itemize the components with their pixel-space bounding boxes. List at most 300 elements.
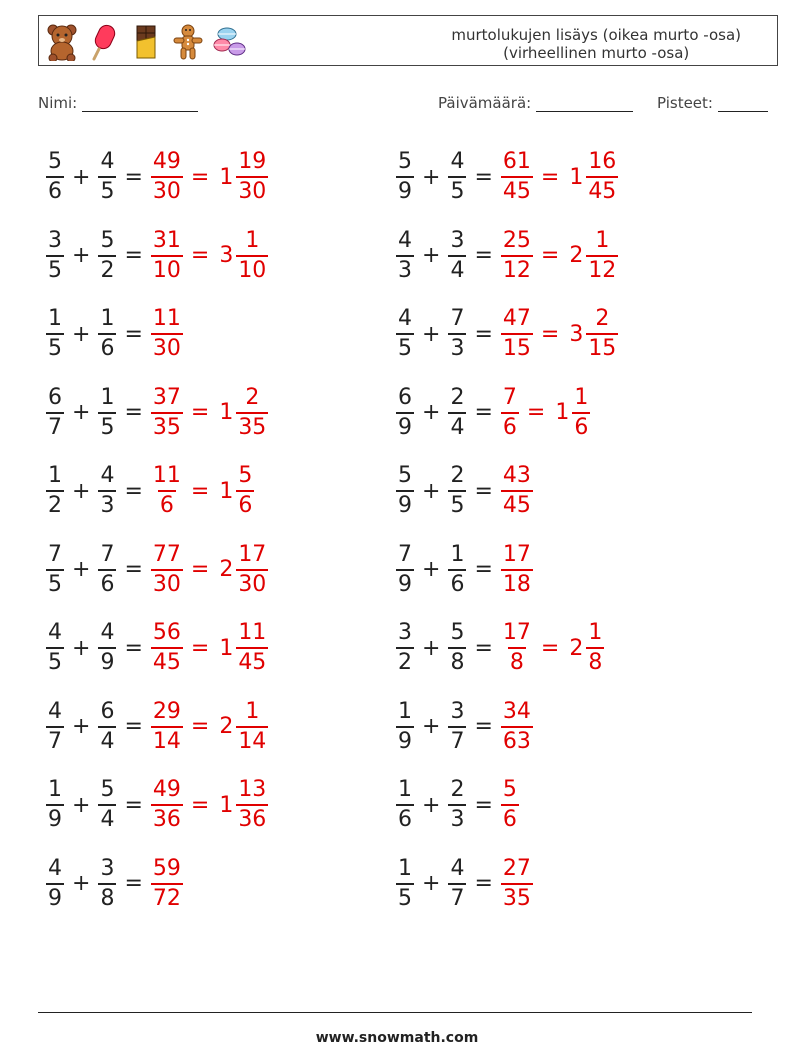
mixed-whole: 2 [569, 635, 584, 661]
plus-sign: + [422, 635, 441, 661]
gingerbread-man-icon [171, 23, 205, 61]
addend-1-denominator: 2 [396, 647, 414, 674]
answer-fraction-numerator: 49 [152, 777, 181, 802]
answer-fraction [501, 779, 519, 831]
mixed-whole: 1 [219, 400, 234, 425]
answer-fraction-denominator: 63 [501, 726, 533, 753]
answer-equals-sign: = [540, 243, 560, 268]
equals-sign: = [474, 557, 493, 582]
problem-left-7 [44, 613, 270, 683]
addend-1-denominator: 9 [396, 490, 414, 517]
addend-1-denominator: 9 [396, 726, 414, 753]
equals-sign: = [124, 714, 143, 739]
plus-sign: + [422, 557, 441, 582]
addend-1-numerator: 1 [48, 306, 62, 331]
addend-2-numerator: 3 [450, 698, 465, 724]
addend-2-denominator: 9 [98, 647, 116, 674]
answer-fraction-numerator: 17 [502, 620, 531, 645]
mixed-fraction-numerator: 2 [595, 306, 610, 331]
addend-1-denominator: 5 [46, 333, 64, 360]
answer-fraction-denominator: 72 [151, 883, 183, 910]
answer-fraction [151, 698, 183, 754]
plus-sign: + [72, 635, 91, 661]
addend-1 [46, 622, 64, 674]
mixed-fraction-numerator: 17 [238, 541, 267, 567]
plus-sign: + [422, 871, 441, 896]
answer-equals-sign: = [190, 635, 210, 661]
addend-2-numerator: 4 [450, 855, 465, 881]
answer-fraction [501, 465, 533, 517]
problem-left-1 [44, 142, 270, 212]
addend-2-numerator: 4 [100, 149, 115, 174]
equals-sign: = [124, 164, 143, 190]
mixed-fraction-denominator: 6 [236, 490, 254, 517]
answer-fraction [501, 227, 533, 283]
addend-1 [396, 855, 414, 911]
addend-1 [396, 465, 414, 517]
addend-1-numerator: 3 [398, 620, 412, 645]
plus-sign: + [422, 243, 441, 268]
mixed-fraction [236, 541, 268, 597]
footer-url: www.snowmath.com [315, 1030, 479, 1046]
answer-fraction-denominator: 18 [501, 569, 533, 596]
problem-right-3 [394, 299, 620, 369]
addend-1 [46, 779, 64, 831]
addend-2-denominator: 6 [98, 333, 116, 360]
plus-sign: + [422, 400, 441, 425]
mixed-fraction-denominator: 6 [572, 412, 590, 439]
mixed-whole: 1 [219, 478, 234, 504]
mixed-fraction-denominator: 45 [236, 647, 268, 674]
equals-sign: = [474, 792, 493, 818]
answer-fraction-numerator: 56 [152, 620, 181, 645]
addend-2-numerator: 1 [100, 384, 115, 410]
mixed-whole: 3 [219, 243, 234, 268]
mixed-fraction-numerator: 2 [245, 384, 260, 410]
mixed-fraction-numerator: 1 [588, 620, 603, 645]
answer-equals-sign: = [190, 478, 210, 504]
addend-1-denominator: 9 [396, 412, 414, 439]
answer-fraction-numerator: 43 [502, 463, 531, 488]
title-line-2: (virheellinen murto -osa) [503, 44, 690, 62]
addend-2 [448, 227, 466, 283]
addend-2-denominator: 7 [448, 726, 466, 753]
addend-2-denominator: 2 [98, 255, 116, 282]
addend-1-numerator: 4 [48, 855, 62, 881]
addend-2-denominator: 4 [448, 255, 466, 282]
addend-2-numerator: 4 [450, 149, 465, 174]
answer-fraction-denominator: 35 [501, 883, 533, 910]
answer-fraction-denominator: 14 [151, 726, 183, 753]
plus-sign: + [72, 557, 91, 582]
problem-left-5 [44, 456, 256, 526]
answer-fraction-denominator: 6 [158, 490, 176, 517]
mixed-fraction [586, 622, 604, 674]
answer-fraction-numerator: 17 [502, 541, 531, 567]
plus-sign: + [72, 164, 91, 190]
equals-sign: = [124, 243, 143, 268]
mixed-fraction-numerator: 19 [238, 149, 267, 174]
equals-sign: = [474, 478, 493, 504]
addend-2 [448, 308, 466, 360]
addend-1-numerator: 4 [48, 698, 62, 724]
problem-right-9 [394, 770, 521, 840]
addend-2 [98, 541, 116, 597]
addend-2 [98, 779, 116, 831]
addend-2 [98, 308, 116, 360]
mixed-fraction [236, 227, 268, 283]
addend-2 [98, 227, 116, 283]
problem-left-6 [44, 535, 270, 605]
addend-1-numerator: 7 [398, 541, 412, 567]
answer-fraction-denominator: 30 [151, 176, 183, 203]
mixed-fraction-denominator: 14 [236, 726, 268, 753]
addend-1-numerator: 5 [48, 149, 62, 174]
addend-2 [448, 541, 466, 597]
mixed-fraction-denominator: 30 [236, 569, 268, 596]
name-label: Nimi: [38, 94, 78, 112]
answer-fraction-numerator: 5 [502, 777, 517, 802]
mixed-fraction [236, 384, 268, 440]
answer-fraction-numerator: 61 [502, 149, 531, 174]
mixed-fraction-denominator: 36 [236, 804, 268, 831]
addend-2 [98, 855, 116, 911]
mixed-whole: 2 [569, 243, 584, 268]
mixed-whole: 1 [219, 635, 234, 661]
addend-2 [98, 384, 116, 440]
answer-equals-sign: = [190, 714, 210, 739]
addend-2-numerator: 4 [100, 620, 115, 645]
addend-1 [46, 541, 64, 597]
addend-2-numerator: 4 [100, 463, 115, 488]
addend-1-denominator: 7 [46, 726, 64, 753]
answer-equals-sign: = [190, 164, 210, 190]
equals-sign: = [474, 714, 493, 739]
answer-fraction [501, 151, 533, 203]
addend-2-denominator: 4 [98, 804, 116, 831]
answer-fraction [501, 541, 533, 597]
problem-right-10 [394, 849, 535, 919]
addend-1 [396, 698, 414, 754]
addend-1-denominator: 5 [46, 569, 64, 596]
answer-fraction-denominator: 35 [151, 412, 183, 439]
addend-1 [396, 227, 414, 283]
mixed-fraction-denominator: 30 [236, 176, 268, 203]
addend-1-denominator: 6 [396, 804, 414, 831]
answer-equals-sign: = [540, 164, 560, 190]
mixed-fraction-numerator: 5 [238, 463, 253, 488]
addend-1-denominator: 5 [396, 883, 414, 910]
answer-fraction [151, 227, 183, 283]
addend-1 [46, 698, 64, 754]
answer-fraction-denominator: 15 [501, 333, 533, 360]
answer-fraction-numerator: 59 [152, 855, 181, 881]
mixed-fraction-numerator: 11 [238, 620, 267, 645]
addend-2-denominator: 3 [448, 333, 466, 360]
mixed-whole: 3 [569, 321, 584, 347]
name-blank[interactable] [82, 96, 198, 112]
addend-1-numerator: 4 [398, 227, 412, 253]
addend-1-denominator: 9 [396, 569, 414, 596]
score-blank[interactable] [718, 96, 768, 112]
icon-strip [45, 22, 247, 62]
problem-right-2 [394, 221, 620, 291]
chocolate-bar-icon [129, 23, 163, 61]
problem-right-4 [394, 378, 592, 448]
mixed-fraction-numerator: 1 [245, 227, 260, 253]
addend-2-numerator: 3 [100, 855, 115, 881]
mixed-fraction-denominator: 15 [586, 333, 618, 360]
addend-2-denominator: 6 [448, 569, 466, 596]
addend-1 [46, 308, 64, 360]
answer-fraction-numerator: 25 [502, 227, 531, 253]
addend-1 [46, 151, 64, 203]
answer-fraction [151, 855, 183, 911]
addend-1-denominator: 7 [46, 412, 64, 439]
addend-2-denominator: 3 [448, 804, 466, 831]
teddy-bear-icon [45, 23, 79, 61]
addend-2-numerator: 2 [450, 384, 465, 410]
answer-fraction-denominator: 6 [501, 412, 519, 439]
addend-1-denominator: 3 [396, 255, 414, 282]
title-line-1: murtolukujen lisäys (oikea murto -osa) [451, 26, 741, 44]
answer-fraction-numerator: 77 [152, 541, 181, 567]
addend-1-numerator: 4 [398, 306, 412, 331]
problem-left-9 [44, 770, 270, 840]
addend-2-denominator: 8 [98, 883, 116, 910]
addend-2 [448, 622, 466, 674]
equals-sign: = [474, 243, 493, 268]
problem-left-8 [44, 692, 270, 762]
equals-sign: = [474, 164, 493, 190]
addend-1-numerator: 3 [48, 227, 62, 253]
equals-sign: = [124, 400, 143, 425]
answer-fraction-numerator: 29 [152, 698, 181, 724]
answer-fraction-denominator: 30 [151, 569, 183, 596]
addend-2 [448, 698, 466, 754]
mixed-whole: 2 [219, 714, 234, 739]
mixed-fraction-numerator: 13 [238, 777, 267, 802]
mixed-whole: 1 [569, 164, 584, 190]
addend-1-numerator: 1 [398, 777, 412, 802]
mixed-fraction-denominator: 45 [586, 176, 618, 203]
mixed-fraction-denominator: 12 [586, 255, 618, 282]
answer-equals-sign: = [190, 792, 210, 818]
mixed-fraction [586, 151, 618, 203]
mixed-fraction [236, 151, 268, 203]
mixed-fraction-numerator: 1 [245, 698, 260, 724]
addend-1-numerator: 1 [48, 463, 62, 488]
plus-sign: + [72, 871, 91, 896]
addend-2 [448, 465, 466, 517]
mixed-fraction-denominator: 35 [236, 412, 268, 439]
addend-1-numerator: 1 [398, 698, 412, 724]
addend-2-denominator: 5 [448, 176, 466, 203]
addend-1-denominator: 9 [46, 804, 64, 831]
answer-fraction-denominator: 30 [151, 333, 183, 360]
addend-1-numerator: 1 [398, 855, 412, 881]
answer-fraction-denominator: 45 [151, 647, 183, 674]
addend-2-numerator: 7 [100, 541, 115, 567]
addend-1-denominator: 5 [46, 255, 64, 282]
equals-sign: = [124, 321, 143, 347]
equals-sign: = [124, 635, 143, 661]
addend-2-denominator: 4 [98, 726, 116, 753]
answer-fraction-numerator: 11 [152, 463, 181, 488]
answer-equals-sign: = [190, 400, 210, 425]
answer-fraction [501, 698, 533, 754]
addend-1-denominator: 5 [396, 333, 414, 360]
answer-fraction [501, 855, 533, 911]
addend-2 [98, 151, 116, 203]
answer-fraction-denominator: 45 [501, 490, 533, 517]
plus-sign: + [422, 478, 441, 504]
problem-right-5 [394, 456, 535, 526]
addend-2-numerator: 5 [100, 227, 115, 253]
problem-right-7 [394, 613, 606, 683]
answer-fraction [151, 541, 183, 597]
answer-fraction [501, 308, 533, 360]
addend-1-denominator: 9 [396, 176, 414, 203]
plus-sign: + [72, 400, 91, 425]
plus-sign: + [422, 321, 441, 347]
addend-2-numerator: 5 [450, 620, 465, 645]
answer-fraction-denominator: 10 [151, 255, 183, 282]
addend-1-numerator: 7 [48, 541, 62, 567]
addend-1-denominator: 6 [46, 176, 64, 203]
mixed-whole: 1 [219, 164, 234, 190]
answer-equals-sign: = [526, 400, 546, 425]
answer-fraction [151, 151, 183, 203]
answer-fraction-denominator: 45 [501, 176, 533, 203]
addend-2-denominator: 5 [98, 176, 116, 203]
addend-1 [396, 308, 414, 360]
mixed-fraction [586, 227, 618, 283]
addend-1 [46, 384, 64, 440]
mixed-fraction [586, 308, 618, 360]
plus-sign: + [72, 243, 91, 268]
footer-divider [38, 1012, 752, 1013]
problem-right-6 [394, 535, 535, 605]
addend-2 [98, 622, 116, 674]
problem-left-4 [44, 378, 270, 448]
addend-2 [98, 465, 116, 517]
mixed-fraction-numerator: 1 [595, 227, 610, 253]
mixed-whole: 2 [219, 557, 234, 582]
addend-1-numerator: 5 [398, 463, 412, 488]
answer-equals-sign: = [540, 635, 560, 661]
answer-fraction [501, 622, 533, 674]
addend-2-numerator: 5 [100, 777, 115, 802]
addend-2-numerator: 6 [100, 698, 115, 724]
addend-1 [46, 855, 64, 911]
answer-equals-sign: = [540, 321, 560, 347]
addend-1 [396, 541, 414, 597]
answer-fraction-numerator: 37 [152, 384, 181, 410]
addend-2 [448, 151, 466, 203]
answer-fraction-numerator: 34 [502, 698, 531, 724]
answer-fraction-denominator: 8 [508, 647, 526, 674]
date-field [438, 94, 633, 112]
addend-1 [46, 465, 64, 517]
addend-2-numerator: 7 [450, 306, 465, 331]
popsicle-icon [87, 23, 121, 61]
mixed-fraction [572, 384, 590, 440]
equals-sign: = [124, 792, 143, 818]
worksheet-title [451, 26, 741, 62]
answer-fraction-numerator: 47 [502, 306, 531, 331]
mixed-fraction-denominator: 10 [236, 255, 268, 282]
addend-2-denominator: 5 [448, 490, 466, 517]
equals-sign: = [124, 557, 143, 582]
addend-2-numerator: 2 [450, 777, 465, 802]
plus-sign: + [72, 714, 91, 739]
answer-fraction-denominator: 6 [501, 804, 519, 831]
mixed-fraction [236, 622, 268, 674]
addend-1-denominator: 5 [46, 647, 64, 674]
mixed-fraction-numerator: 16 [588, 149, 617, 174]
mixed-fraction [236, 698, 268, 754]
mixed-whole: 1 [555, 400, 570, 425]
plus-sign: + [72, 478, 91, 504]
addend-2-numerator: 1 [100, 306, 115, 331]
problem-left-10 [44, 849, 185, 919]
name-field [38, 94, 198, 112]
addend-2-numerator: 2 [450, 463, 465, 488]
problem-left-3 [44, 299, 185, 369]
addend-1 [46, 227, 64, 283]
plus-sign: + [72, 792, 91, 818]
addend-1 [396, 622, 414, 674]
plus-sign: + [72, 321, 91, 347]
addend-2-denominator: 4 [448, 412, 466, 439]
addend-2-denominator: 8 [448, 647, 466, 674]
answer-fraction-denominator: 36 [151, 804, 183, 831]
equals-sign: = [124, 871, 143, 896]
answer-fraction [151, 308, 183, 360]
addend-2-denominator: 3 [98, 490, 116, 517]
equals-sign: = [124, 478, 143, 504]
problem-right-8 [394, 692, 535, 762]
problem-right-1 [394, 142, 620, 212]
problem-left-2 [44, 221, 270, 291]
answer-fraction [501, 384, 519, 440]
date-blank[interactable] [536, 96, 633, 112]
answer-fraction-numerator: 49 [152, 149, 181, 174]
answer-equals-sign: = [190, 243, 210, 268]
answer-fraction-numerator: 11 [152, 306, 181, 331]
addend-2 [448, 779, 466, 831]
score-field [657, 94, 768, 112]
equals-sign: = [474, 321, 493, 347]
addend-1-numerator: 5 [398, 149, 412, 174]
mixed-fraction-numerator: 1 [574, 384, 589, 410]
equals-sign: = [474, 635, 493, 661]
addend-2 [448, 855, 466, 911]
addend-2-denominator: 5 [98, 412, 116, 439]
addend-1 [396, 151, 414, 203]
mixed-fraction [236, 465, 254, 517]
answer-fraction-numerator: 27 [502, 855, 531, 881]
addend-1-numerator: 6 [398, 384, 412, 410]
answer-equals-sign: = [190, 557, 210, 582]
addend-2 [448, 384, 466, 440]
answer-fraction [151, 779, 183, 831]
date-label: Päivämäärä: [438, 94, 532, 112]
equals-sign: = [474, 400, 493, 425]
addend-1 [396, 384, 414, 440]
addend-1-numerator: 6 [48, 384, 62, 410]
